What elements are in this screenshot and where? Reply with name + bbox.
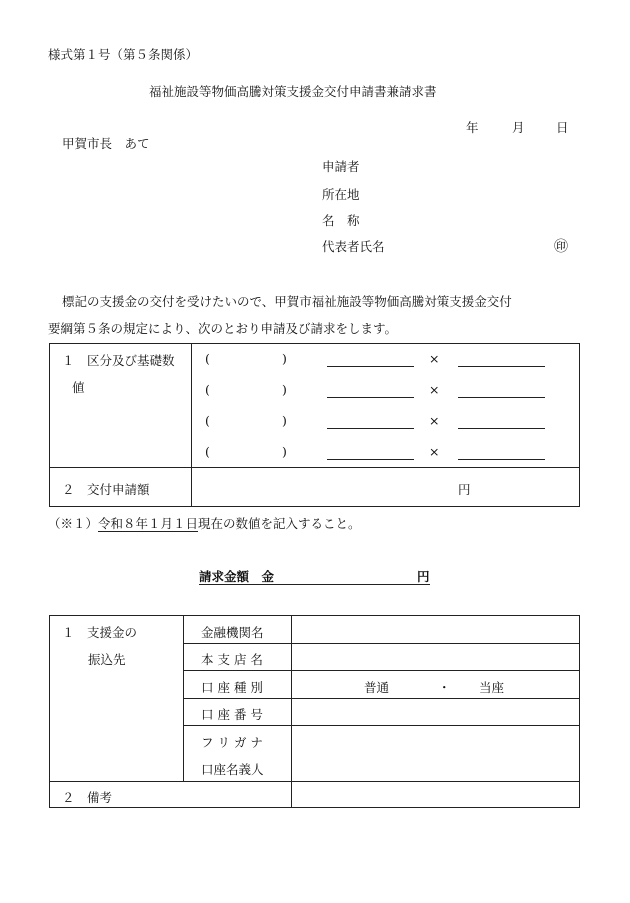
transfer-table-row xyxy=(183,725,580,726)
paren-close: ) xyxy=(282,444,287,459)
application-table-divider xyxy=(191,343,192,507)
note xyxy=(48,514,361,532)
value-blank[interactable] xyxy=(327,459,414,460)
claim-amount-yen: 円 xyxy=(417,569,430,584)
value-blank[interactable] xyxy=(327,397,414,398)
transfer-table-row xyxy=(183,698,580,699)
name-label: 名 称 xyxy=(322,213,360,228)
paren-open: ( xyxy=(205,444,210,459)
transfer-table-row xyxy=(183,643,580,644)
note-suffix: 現在の数値を記入すること。 xyxy=(198,516,361,531)
paren-open: ( xyxy=(205,351,210,366)
account-holder-label: 口座名義人 xyxy=(201,762,264,777)
branch-name-label: 本 支 店 名 xyxy=(201,652,263,667)
value-blank[interactable] xyxy=(458,366,545,367)
account-type-label: 口 座 種 別 xyxy=(201,680,263,695)
date-month-label: 月 xyxy=(512,120,525,135)
note-prefix: （※１） xyxy=(48,516,99,531)
account-type-ordinary[interactable]: 普通 xyxy=(364,680,390,695)
value-blank[interactable] xyxy=(458,428,545,429)
application-table-row-divider xyxy=(49,467,580,468)
paren-close: ) xyxy=(282,413,287,428)
category-label: １ 区分及び基礎数 xyxy=(62,353,175,368)
account-type-separator: ・ xyxy=(438,680,451,695)
account-number-label: 口 座 番 号 xyxy=(201,707,263,722)
grant-amount-yen: 円 xyxy=(458,482,471,497)
date-year-label: 年 xyxy=(466,120,479,135)
grant-amount-label: ２ 交付申請額 xyxy=(62,482,150,497)
body-text-line1: 標記の支援金の交付を受けたいので、甲賀市福祉施設等物価高騰対策支援金交付 xyxy=(62,294,512,309)
representative-label: 代表者氏名 xyxy=(322,239,385,254)
body-text-line2: 要綱第５条の規定により、次のとおり申請及び請求をします。 xyxy=(48,321,398,336)
times-sign: × xyxy=(429,413,440,428)
applicant-label: 申請者 xyxy=(322,159,360,174)
addressee: 甲賀市長 あて xyxy=(62,136,150,151)
bank-name-label: 金融機関名 xyxy=(201,625,264,640)
times-sign: × xyxy=(429,351,440,366)
paren-close: ) xyxy=(282,351,287,366)
location-label: 所在地 xyxy=(322,187,360,202)
claim-amount-label: 請求金額 金 xyxy=(199,569,275,584)
seal-icon: ㊞ xyxy=(554,239,568,255)
claim-amount-underline[interactable] xyxy=(199,584,430,585)
date-day-label: 日 xyxy=(556,120,569,135)
page-title: 福祉施設等物価高騰対策支援金交付申請書兼請求書 xyxy=(149,84,437,99)
paren-open: ( xyxy=(205,413,210,428)
remarks-label: ２ 備考 xyxy=(62,790,113,805)
transfer-section-label: １ 支援金の xyxy=(62,625,138,640)
value-blank[interactable] xyxy=(458,459,545,460)
paren-open: ( xyxy=(205,382,210,397)
value-blank[interactable] xyxy=(327,428,414,429)
transfer-table-row xyxy=(49,781,580,782)
furigana-label: フ リ ガ ナ xyxy=(201,735,263,750)
category-label-cont: 値 xyxy=(72,380,85,395)
form-number: 様式第１号（第５条関係） xyxy=(48,47,199,62)
transfer-table-row xyxy=(183,670,580,671)
times-sign: × xyxy=(429,382,440,397)
transfer-section-label-cont: 振込先 xyxy=(88,652,126,667)
value-blank[interactable] xyxy=(458,397,545,398)
times-sign: × xyxy=(429,444,440,459)
value-blank[interactable] xyxy=(327,366,414,367)
note-date: 令和８年１月１日 xyxy=(98,516,199,531)
paren-close: ) xyxy=(282,382,287,397)
account-type-current[interactable]: 当座 xyxy=(479,680,505,695)
